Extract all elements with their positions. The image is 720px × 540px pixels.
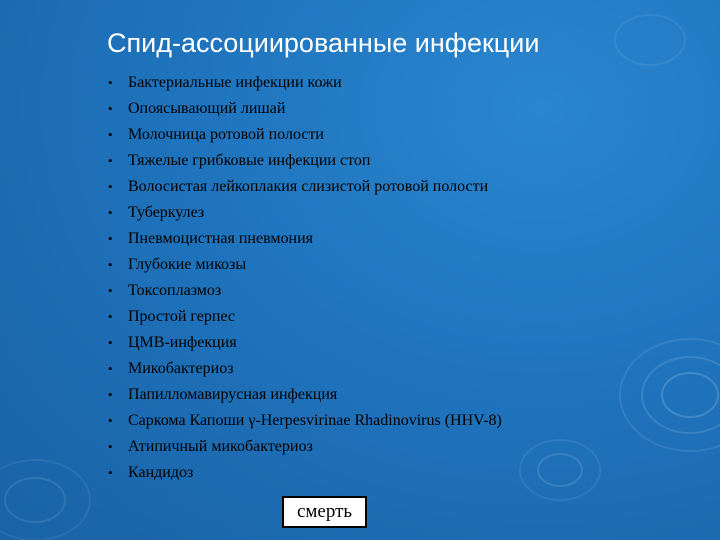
list-item-text: Пневмоцистная пневмония	[128, 230, 313, 247]
list-item	[108, 330, 708, 356]
bullet-dot-icon: •	[108, 387, 113, 402]
bullet-dot-icon: •	[108, 257, 113, 272]
bullet-dot-icon: •	[108, 231, 113, 246]
bullet-dot-icon: •	[108, 283, 113, 298]
list-item-text: Кандидоз	[128, 464, 194, 481]
list-item	[108, 278, 708, 304]
list-item-text: Туберкулез	[128, 204, 205, 221]
list-item-text: Саркома Капоши γ-Herpesvirinae Rhadinovirus (HHV-8)	[128, 412, 502, 429]
list-item	[108, 122, 708, 148]
list-item	[108, 460, 708, 486]
list-item	[108, 252, 708, 278]
bullet-dot-icon: •	[108, 465, 113, 480]
bullet-dot-icon: •	[108, 153, 113, 168]
list-item	[108, 200, 708, 226]
list-item-text: Токсоплазмоз	[128, 282, 222, 299]
list-item-text: Волосистая лейкоплакия слизистой ротовой полости	[128, 178, 489, 195]
bullet-dot-icon: •	[108, 361, 113, 376]
list-item-text: Атипичный микобактериоз	[128, 438, 313, 455]
list-item	[108, 356, 708, 382]
page-title: Спид-ассоциированные инфекции	[107, 28, 540, 58]
list-item	[108, 148, 708, 174]
bullet-dot-icon: •	[108, 205, 113, 220]
list-item	[108, 408, 708, 434]
list-item	[108, 382, 708, 408]
bullet-dot-icon: •	[108, 75, 113, 90]
infection-list	[108, 70, 708, 486]
list-item	[108, 226, 708, 252]
bullet-dot-icon: •	[108, 309, 113, 324]
bullet-dot-icon: •	[108, 335, 113, 350]
list-item	[108, 434, 708, 460]
list-item-text: Бактериальные инфекции кожи	[128, 74, 342, 91]
list-item-text: Молочница ротовой полости	[128, 126, 324, 143]
bullet-dot-icon: •	[108, 127, 113, 142]
list-item-text: ЦМВ-инфекция	[128, 334, 237, 351]
list-item-text: Опоясывающий лишай	[128, 100, 286, 117]
list-item-text: Микобактериоз	[128, 360, 234, 377]
list-item	[108, 96, 708, 122]
list-item-text: Глубокие микозы	[128, 256, 247, 273]
bullet-dot-icon: •	[108, 439, 113, 454]
list-item-text: Простой герпес	[128, 308, 236, 325]
bullet-dot-icon: •	[108, 179, 113, 194]
death-label-box: смерть	[282, 496, 367, 528]
list-item	[108, 70, 708, 96]
list-item	[108, 174, 708, 200]
list-item-text: Папилломавирусная инфекция	[128, 386, 338, 403]
bullet-dot-icon: •	[108, 101, 113, 116]
list-item	[108, 304, 708, 330]
bullet-dot-icon: •	[108, 413, 113, 428]
list-item-text: Тяжелые грибковые инфекции стоп	[128, 152, 371, 169]
